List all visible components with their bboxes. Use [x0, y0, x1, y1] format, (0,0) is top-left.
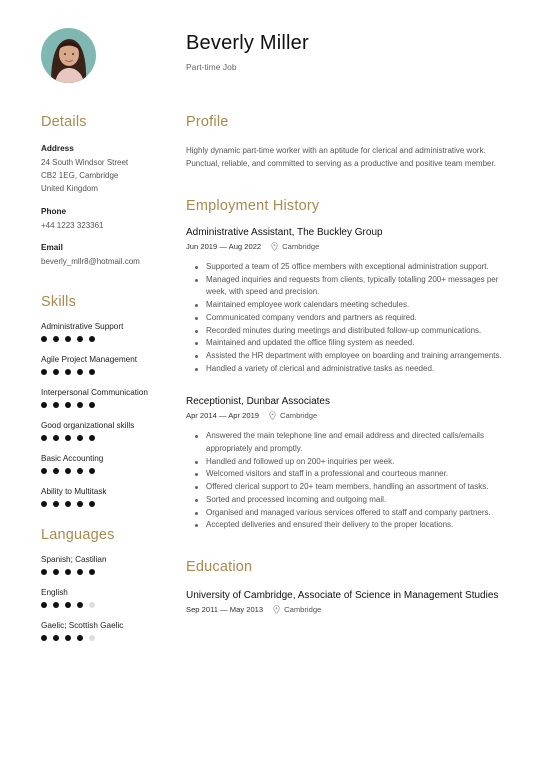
level-dot — [53, 369, 59, 375]
job-title: Administrative Assistant, The Buckley Group — [186, 227, 383, 238]
level-item — [41, 355, 166, 375]
skill-level-dots — [41, 369, 166, 375]
location-pin-icon — [273, 605, 280, 614]
job-entry — [186, 227, 506, 375]
level-dot — [41, 569, 47, 575]
level-dot — [65, 336, 71, 342]
level-dot — [41, 369, 47, 375]
left-column — [41, 114, 166, 641]
right-column — [186, 114, 506, 614]
level-dot — [89, 635, 95, 641]
job-entry — [186, 396, 506, 532]
level-item-name: Basic Accounting — [41, 454, 104, 463]
job-bullet: Supported a team of 25 office members with exceptional administration support. — [186, 261, 506, 274]
level-dot — [65, 635, 71, 641]
level-item-name: English — [41, 588, 68, 597]
job-subtitle: Part-time Job — [186, 62, 237, 72]
level-dot — [53, 336, 59, 342]
email-value: beverly_mllr8@hotmail.com — [41, 257, 140, 266]
level-dot — [53, 468, 59, 474]
education-entry — [186, 590, 506, 614]
job-bullet: Maintained and updated the office filing system as needed. — [186, 337, 506, 350]
email-label: Email — [41, 243, 63, 252]
job-bullet: Sorted and processed incoming and outgoing mail. — [186, 494, 506, 507]
level-dot — [89, 468, 95, 474]
address-line: United Kingdom — [41, 184, 98, 193]
location-pin-icon — [269, 411, 276, 420]
job-bullet: Maintained employee work calendars meeting schedules. — [186, 299, 506, 312]
level-item — [41, 588, 166, 608]
level-item — [41, 454, 166, 474]
avatar-photo — [41, 28, 96, 83]
level-dot — [65, 435, 71, 441]
level-dot — [89, 402, 95, 408]
level-item — [41, 322, 166, 342]
level-item-name: Ability to Multitask — [41, 487, 107, 496]
level-item — [41, 621, 166, 641]
profile-heading: Profile — [186, 114, 229, 130]
level-dot — [77, 435, 83, 441]
address-label: Address — [41, 144, 74, 153]
skill-level-dots — [41, 635, 166, 641]
skill-level-dots — [41, 402, 166, 408]
level-dot — [77, 602, 83, 608]
level-dot — [77, 369, 83, 375]
level-dot — [77, 468, 83, 474]
level-item — [41, 555, 166, 575]
level-dot — [53, 435, 59, 441]
level-item — [41, 388, 166, 408]
job-bullet: Accepted deliveries and ensured their delivery to the proper locations. — [186, 519, 506, 532]
skill-level-dots — [41, 501, 166, 507]
level-item-name: Interpersonal Communication — [41, 388, 148, 397]
level-dot — [89, 602, 95, 608]
job-bullet: Answered the main telephone line and email address and directed calls/emails appropriately and promptly. — [186, 430, 506, 455]
job-bullet: Offered clerical support to 20+ team members, handling an assortment of tasks. — [186, 481, 506, 494]
job-location-text: Cambridge — [280, 411, 318, 421]
level-dot — [65, 569, 71, 575]
skill-level-dots — [41, 602, 166, 608]
skills-list — [41, 322, 166, 507]
level-dot — [89, 501, 95, 507]
languages-list — [41, 555, 166, 641]
job-location — [269, 411, 317, 420]
skills-heading: Skills — [41, 294, 77, 310]
level-dot — [89, 369, 95, 375]
level-dot — [53, 569, 59, 575]
skill-level-dots — [41, 336, 166, 342]
candidate-name: Beverly Miller — [186, 32, 309, 54]
job-title: Receptionist, Dunbar Associates — [186, 396, 330, 408]
education-heading: Education — [186, 558, 253, 575]
level-dot — [77, 402, 83, 408]
level-dot — [89, 569, 95, 575]
job-location — [271, 242, 319, 251]
level-dot — [41, 635, 47, 641]
level-dot — [89, 336, 95, 342]
level-dot — [65, 602, 71, 608]
job-location-text: Cambridge — [282, 242, 320, 251]
education-meta — [186, 605, 506, 614]
job-bullet: Welcomed visitors and staff in a professional and courteous manner. — [186, 468, 506, 481]
job-bullet: Organised and managed various services offered to staff and company partners. — [186, 507, 506, 520]
level-dot — [53, 602, 59, 608]
job-bullet: Handled a variety of clerical and administrative tasks as needed. — [186, 363, 506, 376]
level-dot — [53, 402, 59, 408]
level-dot — [89, 435, 95, 441]
level-item-name: Agile Project Management — [41, 355, 138, 364]
employment-heading: Employment History — [186, 198, 320, 214]
address-line: CB2 1EG, Cambridge — [41, 171, 119, 180]
languages-heading: Languages — [41, 527, 115, 543]
job-bullet: Managed inquiries and requests from clients, typically totalling 200+ messages per week, with speed and precision. — [186, 274, 506, 299]
level-dot — [41, 402, 47, 408]
details-heading: Details — [41, 114, 87, 130]
level-dot — [65, 468, 71, 474]
level-dot — [77, 569, 83, 575]
job-bullet: Handled and followed up on 200+ inquiries per week. — [186, 456, 506, 469]
level-item-name: Administrative Support — [41, 322, 124, 331]
job-bullet: Communicated company vendors and partners as required. — [186, 312, 506, 325]
address-line: 24 South Windsor Street — [41, 158, 129, 167]
level-item — [41, 421, 166, 441]
education-location-text: Cambridge — [284, 604, 322, 614]
skill-level-dots — [41, 468, 166, 474]
level-dot — [77, 336, 83, 342]
level-dot — [53, 501, 59, 507]
job-bullets — [186, 430, 506, 532]
job-dates: Jun 2019 — Aug 2022 — [186, 242, 262, 251]
skill-level-dots — [41, 435, 166, 441]
job-dates: Apr 2014 — Apr 2019 — [186, 411, 260, 421]
level-dot — [41, 602, 47, 608]
level-dot — [41, 501, 47, 507]
level-dot — [77, 635, 83, 641]
job-bullet: Recorded minutes during meetings and distributed follow-up communications. — [186, 325, 506, 338]
profile-text: Highly dynamic part-time worker with an aptitude for clerical and administrative work. Punctual, reliable, and committed to serving as a productive and positive team member. — [186, 146, 496, 168]
skill-level-dots — [41, 569, 166, 575]
phone-value: +44 1223 323361 — [41, 221, 104, 230]
phone-label: Phone — [41, 207, 67, 216]
level-dot — [41, 435, 47, 441]
education-location — [273, 605, 321, 614]
location-pin-icon — [271, 242, 278, 251]
level-dot — [65, 369, 71, 375]
level-item — [41, 487, 166, 507]
job-bullet: Assisted the HR department with employee on boarding and training arrangements. — [186, 350, 506, 363]
level-item-name: Spanish; Castilian — [41, 555, 107, 564]
level-dot — [65, 402, 71, 408]
level-dot — [77, 501, 83, 507]
job-meta — [186, 411, 506, 420]
education-dates: Sep 2011 — May 2013 — [186, 604, 264, 614]
avatar — [41, 28, 96, 83]
level-item-name: Gaelic; Scottish Gaelic — [41, 621, 124, 630]
job-meta — [186, 242, 506, 251]
employment-list — [186, 227, 506, 532]
level-dot — [65, 501, 71, 507]
level-item-name: Good organizational skills — [41, 421, 135, 430]
level-dot — [53, 635, 59, 641]
job-bullets — [186, 261, 506, 375]
address — [41, 156, 166, 195]
education-degree: University of Cambridge, Associate of Science in Management Studies — [186, 589, 499, 601]
level-dot — [41, 336, 47, 342]
level-dot — [41, 468, 47, 474]
